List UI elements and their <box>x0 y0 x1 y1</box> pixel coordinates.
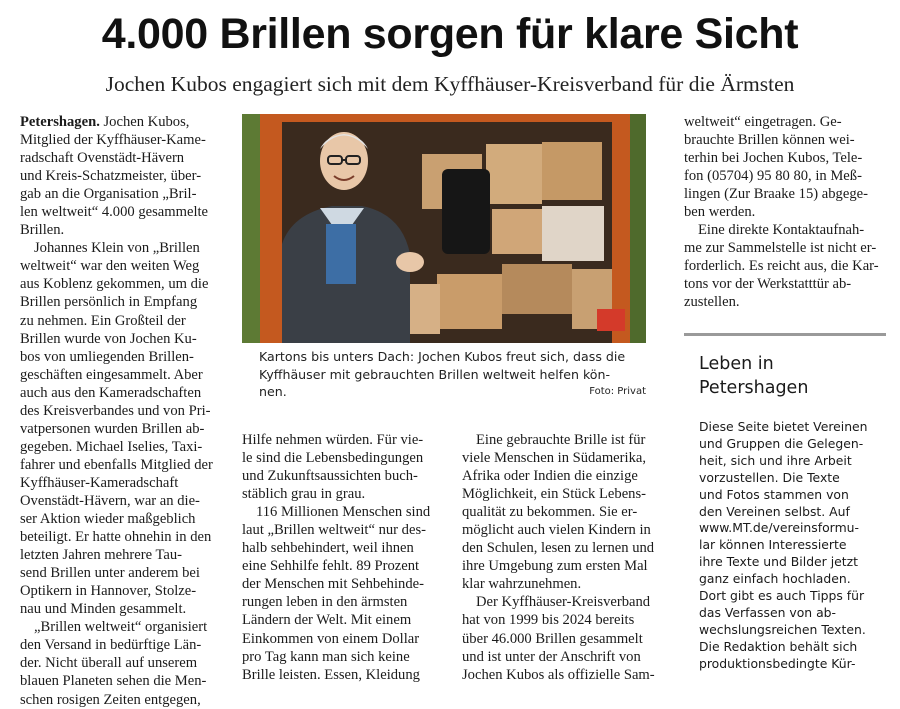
text-line: ser Aktion wieder maßgeblich <box>20 511 196 528</box>
text-line: terhin bei Jochen Kubos, Tele- <box>684 150 863 167</box>
text-line: weltweit“ war den weiten Weg <box>20 258 200 275</box>
text-line: Einkommen von einem Dollar <box>242 630 420 647</box>
text-line: den Vereinen selbst. Auf <box>699 503 850 519</box>
paragraph <box>462 593 664 683</box>
text-line: hat von 1999 bis 2024 bereits <box>462 612 635 629</box>
paragraph <box>242 503 442 683</box>
text-line: auch aus den Kameradschaften <box>20 384 202 401</box>
text-line: und Zukunftsaussichten buch- <box>242 468 418 485</box>
article-column-3 <box>462 431 664 684</box>
article-column-1 <box>20 113 224 709</box>
text-line: Brille leisten. Essen, Kleidung <box>242 666 420 683</box>
paragraph <box>684 113 886 221</box>
text-line: möglicht auch vielen Kindern in <box>462 522 651 539</box>
text-line: ihre Umgebung zum ersten Mal <box>462 558 648 575</box>
text-line: zu nehmen. Ein Großteil der <box>20 312 186 329</box>
text-line: Afrika oder Indien die einzige <box>462 468 638 485</box>
text-line: das Verfassen von ab- <box>699 604 836 620</box>
text-line: wechslungsreichen Texten. <box>699 621 866 637</box>
article-column-4 <box>684 113 886 312</box>
text-line: klar wahrzunehmen. <box>462 576 582 593</box>
section-divider <box>684 333 886 336</box>
text-line: Hilfe nehmen würden. Für vie- <box>242 432 424 448</box>
text-line: den Schulen, lesen zu lernen und <box>462 540 655 557</box>
text-line: und ist unter der Anschrift von <box>462 648 641 665</box>
text-line: der. Nicht überall auf unserem <box>20 655 198 672</box>
photo-credit: Foto: Privat <box>589 386 646 397</box>
infobox-text <box>699 419 889 673</box>
text-line: Johannes Klein von „Brillen <box>34 240 200 257</box>
text-line: lingen (Zur Braake 15) abgege- <box>684 186 868 203</box>
text-line: heit, sich und ihre Arbeit <box>699 452 852 468</box>
subheadline: Jochen Kubos engagiert sich mit dem Kyffhäuser-Kreisverband für die Ärmsten <box>105 72 795 96</box>
text-line: weltweit“ eingetragen. Ge- <box>684 114 842 130</box>
text-line: und Fotos stammen von <box>699 486 849 502</box>
text-line: vorzustellen. Die Texte <box>699 469 840 485</box>
text-line: viele Menschen in Südamerika, <box>462 450 646 467</box>
text-line: brauchte Brillen können wei- <box>684 132 855 149</box>
text-line: des Kreisverbandes und von Pri- <box>20 402 211 419</box>
text-line: den Versand in bedürftige Län- <box>20 637 202 654</box>
text-line: eine Sehhilfe fehlt. 89 Prozent <box>242 558 420 575</box>
text-line: Dort gibt es auch Tipps für <box>699 588 865 604</box>
text-line: Jochen Kubos als offizielle Sam- <box>462 666 655 683</box>
text-line: stäblich grau in grau. <box>242 486 366 503</box>
text-line: Jochen Kubos, <box>103 114 190 130</box>
text-line: fon (05704) 95 80 80, in Meß- <box>684 168 862 185</box>
text-line: lar können Interessierte <box>699 537 847 553</box>
article-column-2 <box>242 431 442 684</box>
text-line: aus Koblenz gekommen, um die <box>20 276 209 293</box>
text-line: schen rosigen Zeiten entgegen, <box>20 691 201 708</box>
text-line: fahrer und ebenfalls Mitglied der <box>20 456 213 473</box>
text-line: Möglichkeit, ein Stück Lebens- <box>462 486 647 503</box>
text-line: Der Kyffhäuser-Kreisverband <box>476 594 651 611</box>
text-line: Ländern der Welt. Mit einem <box>242 612 412 629</box>
text-line: Eine direkte Kontaktaufnah- <box>698 222 865 239</box>
text-line: geschäften eingesammelt. Aber <box>20 366 203 383</box>
text-line: und Gruppen die Gelegen- <box>699 435 864 451</box>
text-line: halb sehbehindert, weil ihnen <box>242 540 414 557</box>
text-line: und Kreis-Schatzmeister, über- <box>20 168 202 185</box>
text-line: send Brillen unter anderem bei <box>20 565 200 582</box>
text-line: laut „Brillen weltweit“ nur des- <box>242 522 426 539</box>
dateline: Petershagen. <box>20 114 100 130</box>
text-line: radschaft Ovenstädt-Hävern <box>20 150 185 167</box>
text-line: ganz einfach hochladen. <box>699 571 851 587</box>
paragraph <box>242 431 442 503</box>
text-line: 116 Millionen Menschen sind <box>256 504 431 521</box>
text-line: le sind die Lebensbedingungen <box>242 450 424 467</box>
text-line: blauen Planeten sehen die Men- <box>20 673 207 690</box>
infobox-title <box>699 352 889 400</box>
article-photo <box>242 114 646 343</box>
text-line: ihre Texte und Bilder jetzt <box>699 554 859 570</box>
paragraph <box>20 113 224 239</box>
text-line: der Menschen mit Sehbehinde- <box>242 576 424 593</box>
text-line: Brillen. <box>20 222 65 239</box>
text-line: len weltweit“ 4.000 gesammelte <box>20 204 209 221</box>
text-line: bos von umliegenden Brillen- <box>20 348 194 365</box>
text-line: qualität zu bekommen. Sie er- <box>462 504 638 521</box>
text-line: vatpersonen wurden Brillen ab- <box>20 420 205 437</box>
title-line: Petershagen <box>699 378 809 398</box>
caption-line: Kartons bis unters Dach: Jochen Kubos freut sich, dass die <box>259 349 626 364</box>
headline: 4.000 Brillen sorgen für klare Sicht <box>101 10 799 58</box>
paragraph <box>20 618 224 708</box>
text-line: Brillen wurde von Jochen Ku- <box>20 330 197 347</box>
paragraph <box>684 221 886 311</box>
text-line: Brillen persönlich in Empfang <box>20 294 198 311</box>
text-line: Ovenstädt-Hävern, war an die- <box>20 492 200 509</box>
text-line: letzten Jahren mehrere Tau- <box>20 547 182 564</box>
text-line: forderlich. Es reicht aus, die Kar- <box>684 258 879 275</box>
text-line: tons vor der Werkstatttür ab- <box>684 276 852 293</box>
text-line: beteiligt. Er hatte ohnehin in den <box>20 529 212 546</box>
text-line: Die Redaktion behält sich <box>699 638 858 654</box>
text-line: „Brillen weltweit“ organisiert <box>34 619 208 636</box>
caption-line: nen. <box>259 384 287 399</box>
text-line: Mitglied der Kyffhäuser-Kame- <box>20 132 206 149</box>
text-line: produktionsbedingte Kür- <box>699 655 856 671</box>
text-line: me zur Sammelstelle ist nicht er- <box>684 240 877 257</box>
text-line: Diese Seite bietet Vereinen <box>699 419 868 434</box>
text-line: gegeben. Michael Iselies, Taxi- <box>20 438 203 455</box>
caption-line: Kyffhäuser mit gebrauchten Brillen weltweit helfen kön- <box>259 366 611 382</box>
text-line: rungen leben in den ärmsten <box>242 594 408 611</box>
text-line: pro Tag kann man sich keine <box>242 648 410 665</box>
text-line: zustellen. <box>684 294 740 311</box>
paragraph <box>462 431 664 593</box>
text-line: www.MT.de/vereinsformu- <box>699 520 859 536</box>
text-line: gab an die Organisation „Bril- <box>20 186 197 203</box>
text-line: über 46.000 Brillen gesammelt <box>462 630 643 647</box>
text-line: nau und Minden gesammelt. <box>20 601 187 618</box>
text-line: Kyffhäuser-Kameradschaft <box>20 474 179 491</box>
text-line: Optikern in Hannover, Stolze- <box>20 583 197 600</box>
title-line: Leben in <box>699 354 774 374</box>
text-line: ben werden. <box>684 204 756 221</box>
text-line: Eine gebrauchte Brille ist für <box>476 432 646 448</box>
paragraph <box>20 239 224 618</box>
photo-illustration <box>242 114 646 343</box>
